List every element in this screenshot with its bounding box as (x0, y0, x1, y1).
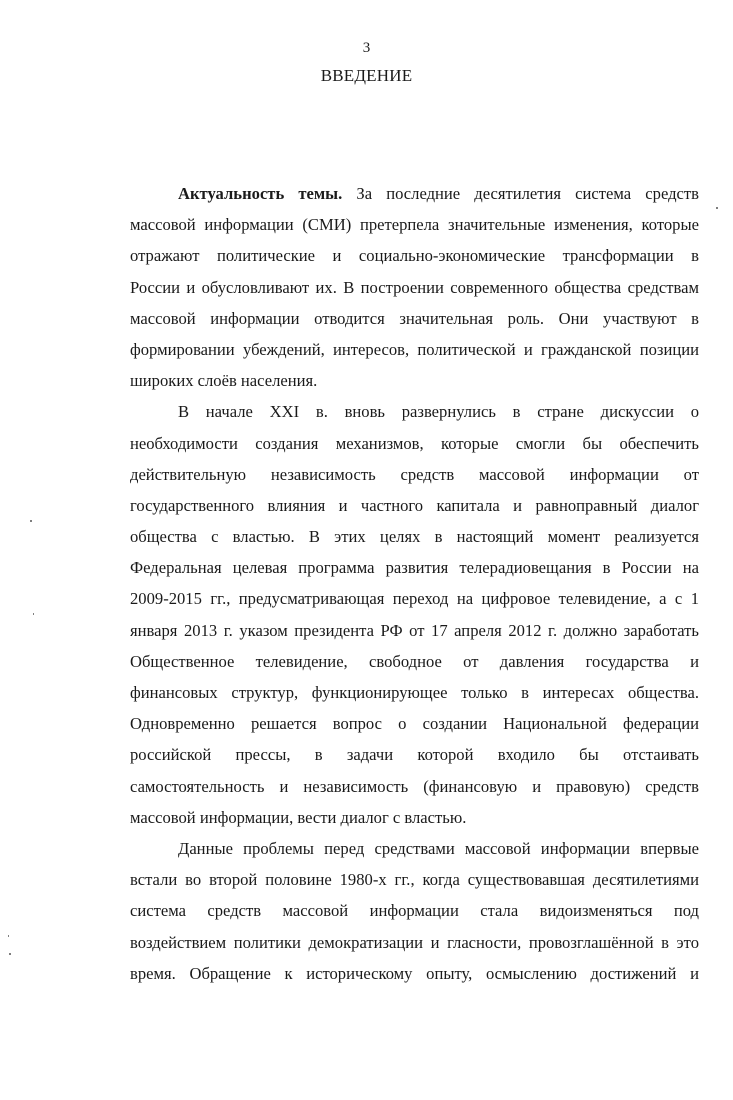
text-line: Одновременно решается вопрос о создании Национальной федерации (130, 714, 699, 734)
document-body (130, 178, 699, 989)
lead-bold-text: Актуальность темы. (178, 184, 343, 203)
text-line: формировании убеждений, интересов, политической и гражданской позиции (130, 339, 699, 359)
text-line: российской прессы, в задачи которой входило бы отстаивать (130, 745, 699, 765)
text-line: самостоятельность и независимость (финансовую и правовую) средств (130, 776, 699, 796)
text-line: общества с властью. В этих целях в настоящий момент реализуется (130, 527, 699, 547)
paragraph-2 (130, 396, 699, 833)
scan-speck (716, 207, 718, 209)
text-line: России и обусловливают их. В построении современного общества средствам (130, 277, 699, 297)
scan-speck (30, 520, 32, 522)
text-line: воздействием политики демократизации и гласности, провозглашённой в это (130, 932, 699, 952)
text-line: система средств массовой информации стала видоизменяться под (130, 901, 699, 921)
text-line: встали во второй половине 1980-х гг., когда существовавшая десятилетиями (130, 870, 699, 890)
text-line: время. Обращение к историческому опыту, осмыслению достижений и (130, 963, 699, 983)
text-line: необходимости создания механизмов, которые смогли бы обеспечить (130, 433, 699, 453)
text-line: Данные проблемы перед средствами массовой информации впервые (178, 838, 699, 858)
paragraph-1 (130, 178, 699, 396)
text-line: января 2013 г. указом президента РФ от 17 апреля 2012 г. должно заработать (130, 620, 699, 640)
text-line: массовой информации отводится значительная роль. Они участвуют в (130, 308, 699, 328)
text-line: В начале XXI в. вновь развернулись в стране дискуссии о (178, 402, 699, 422)
text-line: финансовых структур, функционирующее только в интересах общества. (130, 683, 699, 702)
text-line: 2009-2015 гг., предусматривающая переход на цифровое телевидение, а с 1 (130, 589, 699, 609)
text-line: массовой информации, вести диалог с властью. (130, 807, 467, 827)
paragraph-3 (130, 833, 699, 989)
text-line: Общественное телевидение, свободное от давления государства и (130, 651, 699, 671)
text-line: отражают политические и социально-экономические трансформации в (130, 246, 699, 266)
scan-speck (33, 613, 34, 615)
text-line: Актуальность темы. За последние десятилетия система средств (178, 184, 699, 203)
text-line: Федеральная целевая программа развития телерадиовещания в России на (130, 558, 699, 578)
text-line: действительную независимость средств массовой информации от (130, 464, 699, 484)
page-heading: ВВЕДЕНИЕ (320, 66, 413, 85)
text-line: массовой информации (СМИ) претерпела значительные изменения, которые (130, 215, 699, 235)
page-number: 3 (362, 40, 371, 56)
text-line: широких слоёв населения. (130, 371, 318, 391)
scan-speck (9, 953, 11, 955)
scan-speck (8, 935, 9, 937)
text-line: государственного влияния и частного капитала и равноправный диалог (130, 495, 699, 515)
